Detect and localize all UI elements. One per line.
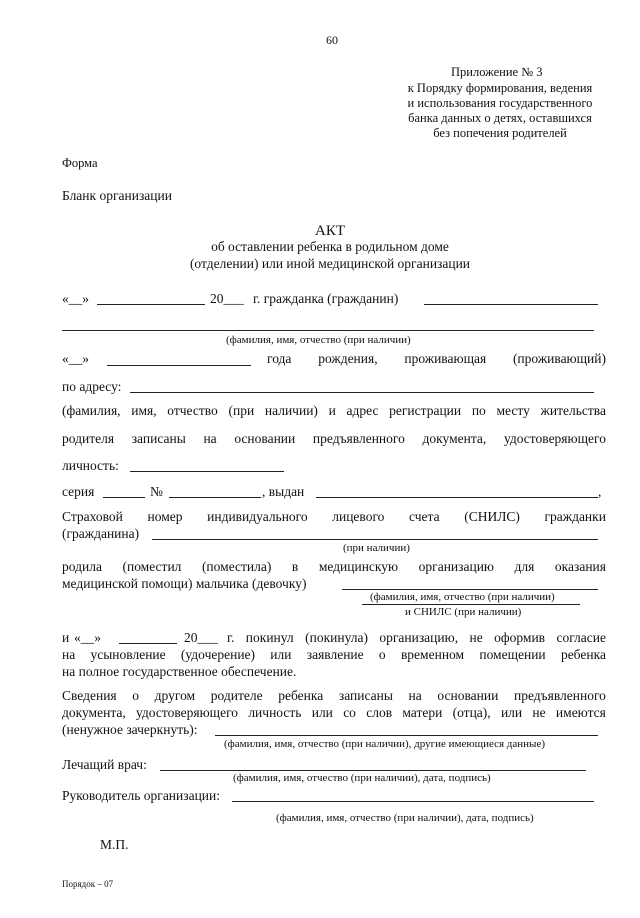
birth-quote: «__» bbox=[62, 351, 89, 366]
word: о bbox=[378, 647, 386, 662]
word: слов bbox=[366, 705, 393, 720]
word: (отца), bbox=[452, 705, 491, 720]
word: жительства bbox=[540, 403, 606, 418]
word: и bbox=[328, 403, 336, 418]
issued-label: , выдан bbox=[262, 484, 305, 499]
word: (проживающий) bbox=[512, 351, 606, 366]
word: (фамилия, bbox=[62, 403, 121, 418]
word: месту bbox=[496, 403, 530, 418]
child-snils-field[interactable] bbox=[362, 604, 580, 605]
word: номер bbox=[147, 509, 183, 524]
left-line3: на полное государственное обеспечение. bbox=[62, 664, 297, 679]
word: по bbox=[471, 403, 486, 418]
word: удостоверяющего bbox=[503, 431, 606, 446]
born-line2: медицинской помощи) мальчика (девочку) bbox=[62, 576, 307, 591]
word: не bbox=[532, 705, 546, 720]
word: другом bbox=[154, 688, 196, 703]
left-month-field[interactable] bbox=[119, 643, 177, 644]
para1-line1 bbox=[62, 404, 606, 418]
page-number: 60 bbox=[326, 33, 338, 47]
left-quote: «__» bbox=[74, 630, 101, 645]
word: или bbox=[311, 705, 333, 720]
word: не bbox=[469, 630, 483, 645]
word: счета bbox=[409, 509, 440, 524]
doctor-hint: (фамилия, имя, отчество (при наличии), дата, подпись) bbox=[233, 772, 491, 784]
identity-field[interactable] bbox=[130, 471, 284, 472]
word: медицинскую bbox=[318, 559, 399, 574]
appendix-title: Приложение № 3 bbox=[451, 65, 543, 79]
birth-date-field[interactable] bbox=[107, 365, 251, 366]
word: оформив bbox=[494, 630, 546, 645]
act-subtitle: об оставлении ребенка в родильном доме bbox=[211, 239, 449, 254]
word: усыновление bbox=[90, 647, 166, 662]
word: Страховой bbox=[62, 509, 123, 524]
word: регистрации bbox=[389, 403, 462, 418]
word: матери bbox=[402, 705, 443, 720]
word: на bbox=[408, 688, 422, 703]
citizen-fio-field[interactable] bbox=[62, 330, 594, 331]
snils-hint: (при наличии) bbox=[343, 542, 410, 554]
word: ребенка bbox=[278, 688, 324, 703]
appendix-line: к Порядку формирования, ведения bbox=[407, 81, 593, 95]
birth-words bbox=[267, 352, 606, 366]
word: временном bbox=[400, 647, 465, 662]
snils-line2: (гражданина) bbox=[62, 526, 140, 541]
word: ребенка bbox=[560, 647, 606, 662]
word: Сведения bbox=[62, 688, 117, 703]
word: родила bbox=[62, 559, 102, 574]
word: записаны bbox=[131, 431, 186, 446]
born-line1 bbox=[62, 560, 606, 574]
appendix-line: банка данных о детях, оставшихся bbox=[408, 111, 592, 125]
head-label: Руководитель организации: bbox=[62, 788, 221, 803]
word: (СНИЛС) bbox=[464, 509, 520, 524]
other-line2 bbox=[62, 706, 606, 720]
footer-code: Порядок – 07 bbox=[62, 879, 114, 889]
word: документа, bbox=[422, 431, 487, 446]
word: (покинула) bbox=[305, 630, 368, 645]
appendix-block bbox=[390, 81, 610, 141]
line-comma: , bbox=[598, 484, 602, 499]
stamp-place: М.П. bbox=[100, 837, 129, 852]
date-quote: «__» bbox=[62, 291, 89, 306]
appendix-line: и использования государственного bbox=[407, 96, 593, 110]
word: имеются bbox=[555, 705, 606, 720]
number-field[interactable] bbox=[169, 497, 261, 498]
word: на bbox=[203, 431, 217, 446]
word: имя, bbox=[131, 403, 157, 418]
word: заявление bbox=[306, 647, 364, 662]
date-month-field[interactable] bbox=[97, 304, 205, 305]
word: (при bbox=[228, 403, 255, 418]
act-title: АКТ bbox=[315, 223, 345, 239]
year-prefix: 20___ bbox=[210, 291, 244, 306]
head-field[interactable] bbox=[232, 801, 594, 802]
child-fio-hint: (фамилия, имя, отчество (при наличии) bbox=[370, 591, 555, 603]
word: (поместила) bbox=[201, 559, 272, 574]
address-label: по адресу: bbox=[62, 379, 122, 394]
word: родителе bbox=[210, 688, 263, 703]
word: гражданки bbox=[544, 509, 606, 524]
head-hint: (фамилия, имя, отчество (при наличии), дата, подпись) bbox=[276, 812, 534, 824]
word: рождения, bbox=[318, 351, 378, 366]
citizen-name-field[interactable] bbox=[424, 304, 598, 305]
other-line1 bbox=[62, 689, 606, 703]
other-parent-field[interactable] bbox=[215, 735, 598, 736]
doctor-label: Лечащий врач: bbox=[62, 757, 147, 772]
word: (удочерение) bbox=[180, 647, 256, 662]
number-label: № bbox=[150, 484, 163, 499]
left-line2 bbox=[62, 648, 606, 662]
series-label: серия bbox=[62, 484, 95, 499]
other-line3: (ненужное зачеркнуть): bbox=[62, 722, 198, 737]
child-fio-field[interactable] bbox=[342, 589, 598, 590]
word: организацию bbox=[418, 559, 495, 574]
word: покинул bbox=[245, 630, 294, 645]
left-line1 bbox=[227, 631, 606, 645]
citizen-label: г. гражданка (гражданин) bbox=[253, 291, 399, 306]
word: удостоверяющего bbox=[136, 705, 239, 720]
word: отчество bbox=[167, 403, 218, 418]
snils-field[interactable] bbox=[152, 539, 598, 540]
word: основании bbox=[234, 431, 296, 446]
word: индивидуального bbox=[207, 509, 308, 524]
word: лицевого bbox=[332, 509, 385, 524]
series-field[interactable] bbox=[103, 497, 145, 498]
word: (поместил bbox=[122, 559, 182, 574]
word: предъявленного bbox=[312, 431, 405, 446]
word: в bbox=[291, 559, 299, 574]
word: проживающая bbox=[404, 351, 487, 366]
word: оказания bbox=[554, 559, 606, 574]
word: наличии) bbox=[264, 403, 318, 418]
word: или bbox=[270, 647, 292, 662]
other-hint: (фамилия, имя, отчество (при наличии), другие имеющиеся данные) bbox=[224, 738, 545, 750]
identity-label: личность: bbox=[62, 458, 119, 473]
act-subtitle: (отделении) или иной медицинской организации bbox=[189, 256, 471, 271]
word: помещении bbox=[479, 647, 546, 662]
org-blank-label: Бланк организации bbox=[62, 188, 172, 203]
left-prefix: и bbox=[62, 630, 70, 645]
appendix-line: без попечения родителей bbox=[433, 126, 567, 140]
word: для bbox=[514, 559, 535, 574]
word: документа, bbox=[62, 705, 126, 720]
issued-field[interactable] bbox=[316, 497, 598, 498]
word: адрес bbox=[346, 403, 379, 418]
word: о bbox=[132, 688, 140, 703]
word: личность bbox=[248, 705, 302, 720]
word: предъявленного bbox=[513, 688, 606, 703]
form-label: Форма bbox=[62, 156, 98, 170]
word: на bbox=[62, 647, 76, 662]
word: родителя bbox=[62, 431, 115, 446]
para1-line2 bbox=[62, 432, 606, 446]
address-field[interactable] bbox=[130, 392, 594, 393]
doctor-field[interactable] bbox=[160, 770, 586, 771]
word: г. bbox=[227, 630, 235, 645]
word: записаны bbox=[338, 688, 393, 703]
child-snils-hint: и СНИЛС (при наличии) bbox=[405, 606, 522, 618]
word: со bbox=[343, 705, 356, 720]
snils-line1 bbox=[62, 510, 606, 524]
word: основании bbox=[437, 688, 499, 703]
fio-hint: (фамилия, имя, отчество (при наличии) bbox=[226, 334, 411, 346]
word: года bbox=[267, 351, 292, 366]
left-year: 20___ bbox=[184, 630, 218, 645]
word: организацию, bbox=[379, 630, 459, 645]
word: или bbox=[500, 705, 523, 720]
word: согласие bbox=[556, 630, 606, 645]
